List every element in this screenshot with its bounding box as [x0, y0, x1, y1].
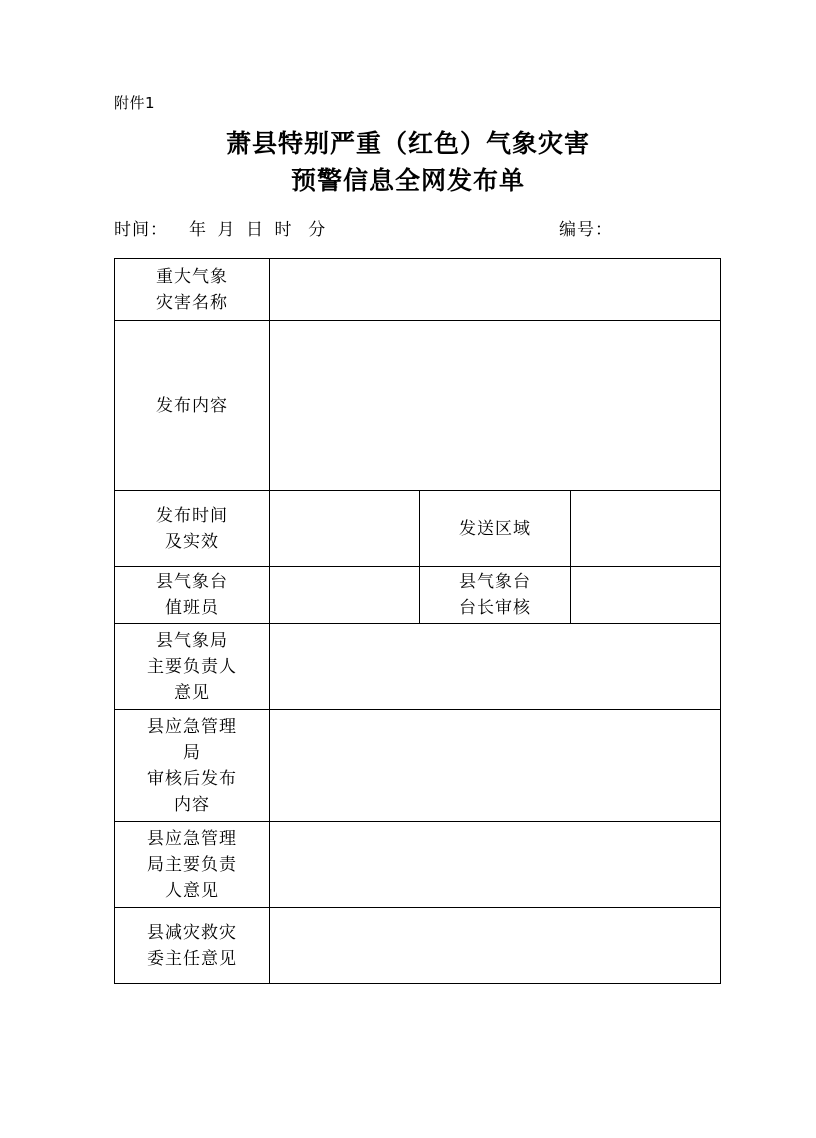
field-emergency-opinion[interactable]	[270, 822, 721, 908]
label-emergency-content-line-3: 审核后发布	[147, 768, 237, 788]
table-row-bureau-opinion	[115, 624, 721, 710]
field-emergency-content[interactable]	[270, 710, 721, 822]
label-committee-opinion-line-1: 县减灾救灾	[147, 922, 237, 942]
title-line-1: 萧县特别严重（红色）气象灾害	[225, 129, 590, 158]
label-bureau-opinion-line-3: 意见	[174, 682, 210, 702]
label-release-time-line-1: 发布时间	[156, 505, 228, 525]
field-duty-officer[interactable]	[270, 567, 420, 624]
label-disaster-name-line-1: 重大气象	[156, 266, 228, 286]
label-emergency-content	[115, 710, 270, 822]
field-release-content[interactable]	[270, 321, 721, 491]
label-bureau-opinion	[115, 624, 270, 710]
label-committee-opinion	[115, 908, 270, 984]
label-bureau-opinion-line-2: 主要负责人	[147, 656, 237, 676]
attachment-label: 附件1	[114, 94, 156, 112]
table-row-emergency-content	[115, 710, 721, 822]
label-duty-officer	[115, 567, 270, 624]
document-title	[108, 125, 708, 199]
table-row-committee-opinion	[115, 908, 721, 984]
label-emergency-content-line-4: 内容	[174, 794, 210, 814]
label-chief-review-line-2: 台长审核	[458, 598, 531, 617]
meta-number-label: 编号：	[559, 220, 613, 239]
label-release-time-line-2: 及实效	[165, 531, 219, 551]
table-row-emergency-opinion	[115, 822, 721, 908]
label-send-area: 发送区域	[420, 491, 570, 567]
label-release-time	[115, 491, 270, 567]
label-committee-opinion-line-2: 委主任意见	[147, 948, 237, 968]
label-bureau-opinion-line-1: 县气象局	[156, 630, 228, 650]
table-row-disaster-name	[115, 259, 721, 321]
table-row-release-content	[115, 321, 721, 491]
label-emergency-opinion-line-3: 人意见	[165, 880, 219, 900]
field-bureau-opinion[interactable]	[270, 624, 721, 710]
table-row-duty-officer	[115, 567, 721, 624]
label-emergency-opinion-line-1: 县应急管理	[147, 828, 237, 848]
field-disaster-name[interactable]	[270, 259, 721, 321]
label-disaster-name-line-2: 灾害名称	[156, 292, 228, 312]
label-disaster-name	[115, 259, 270, 321]
label-chief-review-line-1: 县气象台	[458, 572, 531, 591]
meta-datetime-label: 时间： 年 月 日 时 分	[114, 220, 327, 239]
title-line-2: 预警信息全网发布单	[290, 166, 525, 195]
field-release-time[interactable]	[270, 491, 420, 567]
label-chief-review	[420, 567, 570, 624]
label-emergency-opinion	[115, 822, 270, 908]
field-send-area[interactable]	[570, 491, 720, 567]
label-emergency-content-line-2: 局	[183, 742, 201, 762]
field-chief-review[interactable]	[570, 567, 720, 624]
label-release-content: 发布内容	[115, 321, 270, 491]
label-emergency-content-line-1: 县应急管理	[147, 716, 237, 736]
label-duty-officer-line-1: 县气象台	[156, 572, 228, 591]
label-emergency-opinion-line-2: 局主要负责	[147, 854, 237, 874]
field-committee-opinion[interactable]	[270, 908, 721, 984]
label-duty-officer-line-2: 值班员	[165, 598, 219, 617]
warning-release-form	[114, 258, 721, 984]
table-row-release-time	[115, 491, 721, 567]
